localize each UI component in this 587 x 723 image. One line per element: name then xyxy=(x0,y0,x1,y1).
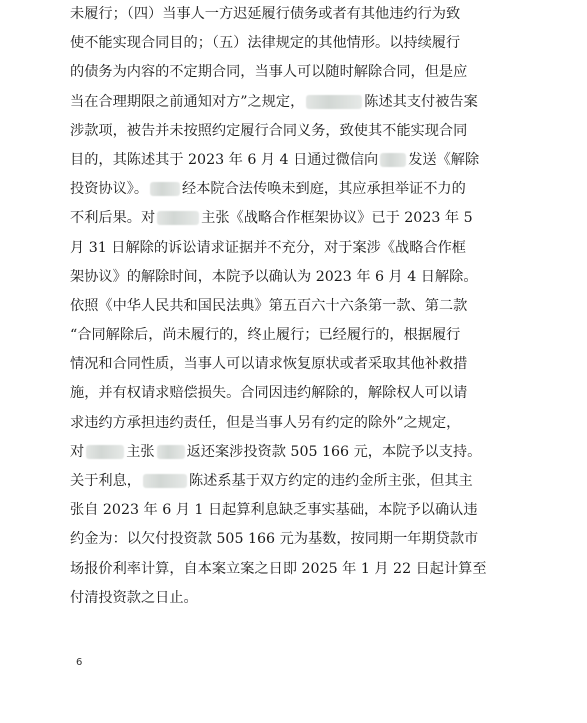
text-line xyxy=(70,321,530,350)
redacted-name xyxy=(306,95,362,109)
text-line xyxy=(70,146,530,175)
text-segment: 主张《战略合作框架协议》已于 2023 年 5 xyxy=(201,210,473,227)
text-line xyxy=(70,584,530,613)
text-segment: 依照《中华人民共和国民法典》第五百六十六条第一款、第二款 xyxy=(70,297,468,314)
text-segment: 付清投资款之日止。 xyxy=(70,589,198,606)
text-line xyxy=(70,555,530,584)
redacted-name xyxy=(86,445,124,459)
text-line xyxy=(70,438,530,467)
page-number: 6 xyxy=(76,657,83,668)
text-segment: 经本院合法传唤未到庭，其应承担举证不力的 xyxy=(182,181,466,198)
text-segment: 返还案涉投资款 505 166 元，本院予以支持。 xyxy=(186,443,482,460)
text-segment: 使不能实现合同目的；（五）法律规定的其他情形。以持续履行 xyxy=(70,35,461,52)
text-segment: 涉款项，被告并未按照约定履行合同义务，致使其不能实现合同 xyxy=(70,122,468,139)
text-line xyxy=(70,0,530,29)
text-line xyxy=(70,525,530,554)
text-segment: 求违约方承担违约责任，但是当事人另有约定的除外”之规定， xyxy=(70,414,461,431)
text-line xyxy=(70,234,530,263)
text-segment: 情况和合同性质，当事人可以请求恢复原状或者采取其他补救措 xyxy=(70,356,468,373)
redacted-name xyxy=(380,153,406,167)
text-line xyxy=(70,350,530,379)
text-segment: 投资协议》。 xyxy=(70,181,149,198)
text-segment: 陈述系基于双方约定的违约金所主张，但其主 xyxy=(188,473,473,489)
text-segment: 发送《解除 xyxy=(408,151,480,168)
text-line xyxy=(70,467,530,496)
text-line xyxy=(70,409,530,438)
text-segment: 目的，其陈述其于 2023 年 6 月 4 日通过微信向 xyxy=(70,151,379,168)
text-line xyxy=(70,496,530,525)
text-line xyxy=(70,204,530,233)
text-segment: 对 xyxy=(70,443,85,460)
text-segment: 场报价利率计算，自本案立案之日即 2025 年 1 月 22 日起计算至 xyxy=(70,560,487,577)
redacted-name xyxy=(157,211,199,225)
text-segment: “合同解除后，尚未履行的，终止履行；已经履行的，根据履行 xyxy=(70,327,461,344)
redacted-name xyxy=(150,182,180,196)
text-segment: 约金为：以欠付投资款 505 166 元为基数，按同期一年期贷款市 xyxy=(70,531,479,548)
text-line xyxy=(70,58,530,87)
text-segment: 不利后果。对 xyxy=(70,210,156,227)
text-segment: 当在合理期限之前通知对方”之规定， xyxy=(70,93,305,110)
document-body xyxy=(70,0,530,613)
text-segment: 张自 2023 年 6 月 1 日起算利息缺乏事实基础，本院予以确认违 xyxy=(70,502,478,519)
text-segment: 主张 xyxy=(126,443,155,460)
text-line xyxy=(70,29,530,58)
redacted-name xyxy=(143,474,187,488)
text-segment: 月 31 日解除的诉讼请求证据并不充分，对于案涉《战略合作框 xyxy=(70,239,466,256)
text-line xyxy=(70,117,530,146)
text-segment: 关于利息， xyxy=(70,473,141,489)
text-segment: 的债务为内容的不定期合同，当事人可以随时解除合同，但是应 xyxy=(70,64,468,81)
text-line xyxy=(70,379,530,408)
text-line xyxy=(70,175,530,204)
text-segment: 架协议》的解除时间，本院予以确认为 2023 年 6 月 4 日解除。 xyxy=(70,268,478,285)
redacted-name xyxy=(157,445,185,459)
text-segment: 未履行；（四）当事人一方迟延履行债务或者有其他违约行为致 xyxy=(70,6,461,22)
text-line xyxy=(70,263,530,292)
text-line xyxy=(70,88,530,117)
text-line xyxy=(70,292,530,321)
text-segment: 施，并有权请求赔偿损失。合同因违约解除的，解除权人可以请 xyxy=(70,385,468,402)
text-segment: 陈述其支付被告案 xyxy=(364,93,478,110)
